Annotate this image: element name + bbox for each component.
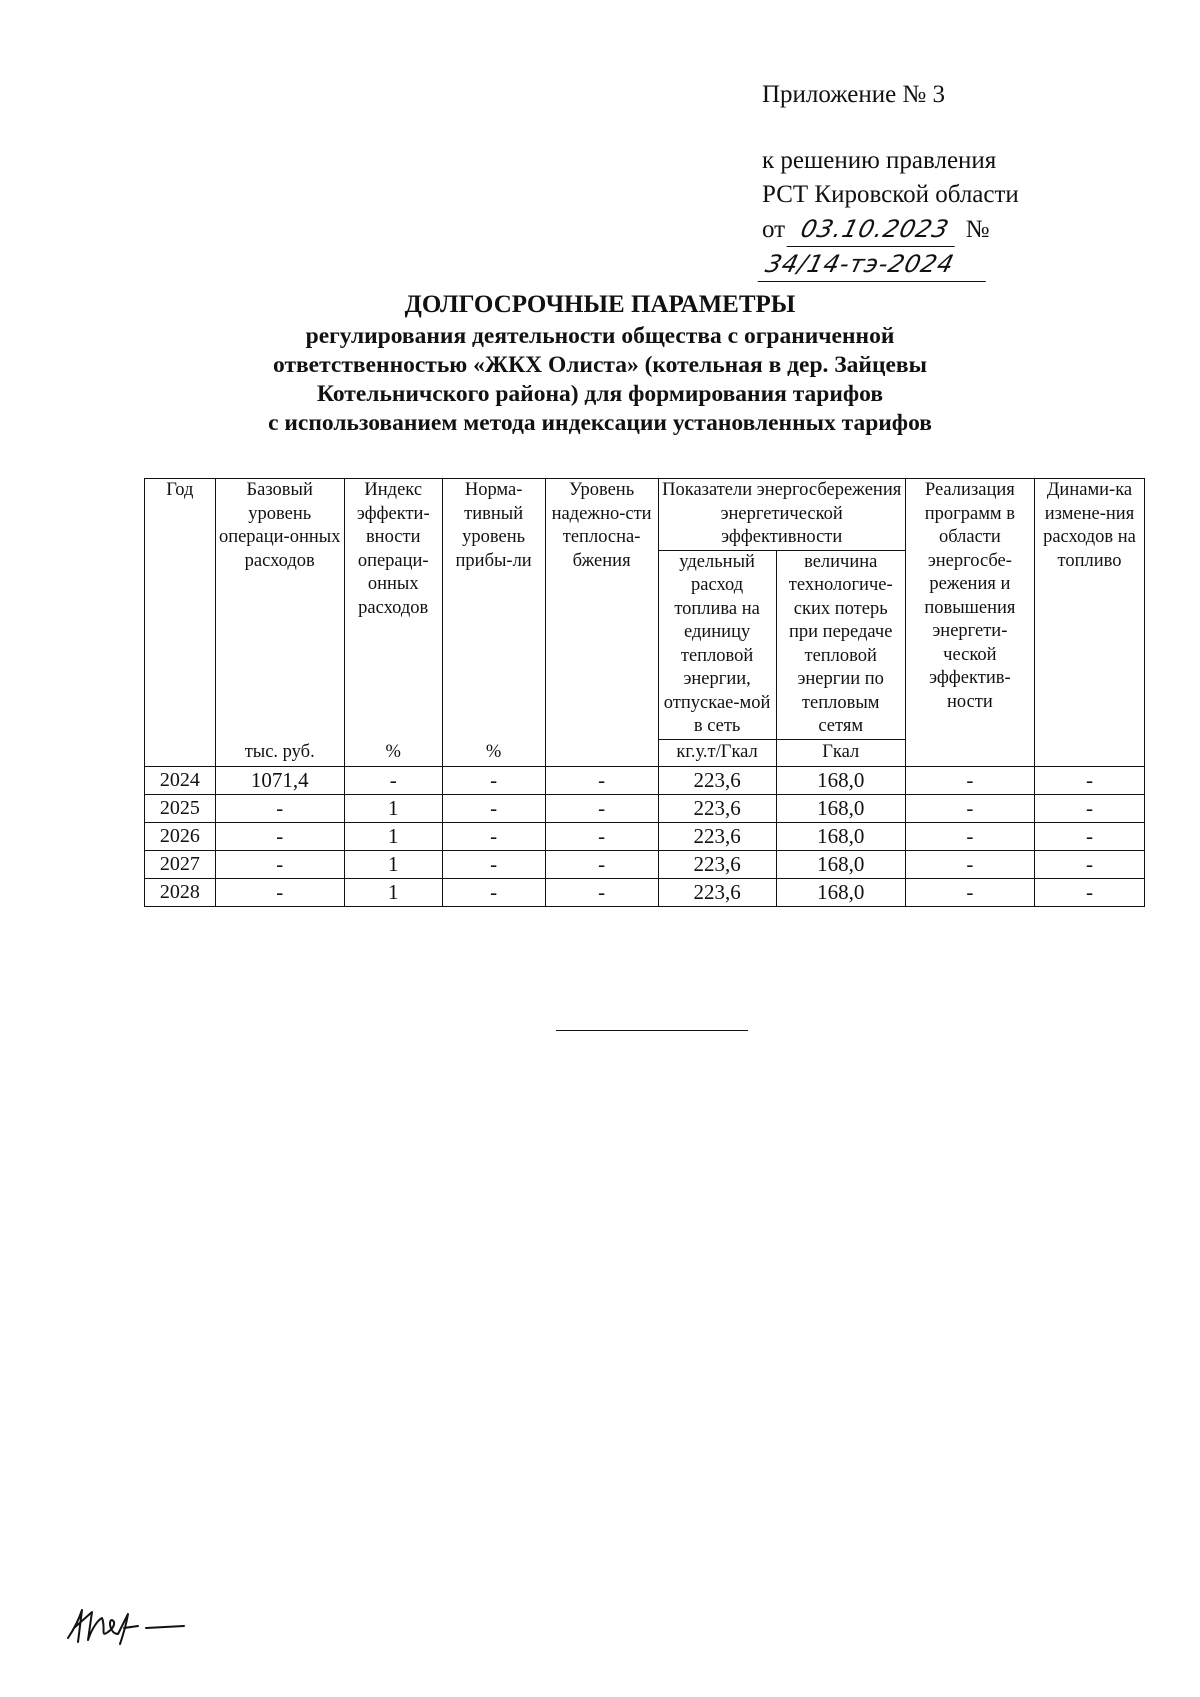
cell-fuel-rate: 223,6 bbox=[658, 794, 776, 822]
title-line-1: регулирования деятельности общества с ограниченной bbox=[305, 323, 895, 349]
cell-programs: - bbox=[905, 766, 1034, 794]
cell-fuel-dynamics: - bbox=[1034, 878, 1144, 906]
cell-fuel-rate: 223,6 bbox=[658, 822, 776, 850]
cell-programs: - bbox=[905, 794, 1034, 822]
decision-number: 34/14-тэ-2024 bbox=[758, 247, 995, 282]
table-row bbox=[145, 822, 1145, 850]
cell-programs: - bbox=[905, 822, 1034, 850]
signature bbox=[62, 1598, 192, 1653]
cell-efficiency-index: 1 bbox=[344, 822, 442, 850]
title-line-3: Котельничского района) для формирования тарифов bbox=[316, 381, 884, 407]
unit-base-costs: тыс. руб. bbox=[215, 739, 344, 766]
decision-date: 03.10.2023 bbox=[787, 212, 964, 247]
unit-losses: Гкал bbox=[776, 739, 905, 766]
cell-year: 2028 bbox=[145, 878, 216, 906]
cell-efficiency-index: 1 bbox=[344, 794, 442, 822]
cell-losses: 168,0 bbox=[776, 850, 905, 878]
title-line-2: ответственностью «ЖКХ Олиста» (котельная в дер. Зайцевы bbox=[273, 352, 927, 378]
table-row bbox=[145, 766, 1145, 794]
cell-profit-level: - bbox=[442, 850, 545, 878]
cell-losses: 168,0 bbox=[776, 878, 905, 906]
header-energy-group: Показатели энергосбережения энергетической эффективности bbox=[658, 479, 905, 551]
unit-year bbox=[145, 739, 216, 766]
cell-programs: - bbox=[905, 878, 1034, 906]
cell-fuel-rate: 223,6 bbox=[658, 850, 776, 878]
header-reliability: Уровень надежно-сти теплосна-бжения bbox=[545, 479, 658, 767]
cell-programs: - bbox=[905, 850, 1034, 878]
cell-fuel-dynamics: - bbox=[1034, 766, 1144, 794]
cell-fuel-rate: 223,6 bbox=[658, 766, 776, 794]
cell-fuel-dynamics: - bbox=[1034, 794, 1144, 822]
cell-losses: 168,0 bbox=[776, 794, 905, 822]
cell-efficiency-index: 1 bbox=[344, 878, 442, 906]
cell-fuel-rate: 223,6 bbox=[658, 878, 776, 906]
cell-losses: 168,0 bbox=[776, 822, 905, 850]
parameters-table bbox=[144, 478, 1145, 907]
cell-profit-level: - bbox=[442, 766, 545, 794]
cell-fuel-dynamics: - bbox=[1034, 822, 1144, 850]
header-efficiency-index: Индекс эффекти-вности операци-онных расходов bbox=[344, 479, 442, 740]
document-title bbox=[180, 288, 1020, 438]
cell-reliability: - bbox=[545, 878, 658, 906]
cell-reliability: - bbox=[545, 766, 658, 794]
cell-profit-level: - bbox=[442, 878, 545, 906]
header-fuel-rate: удельный расход топлива на единицу тепловой энергии, отпускае-мой в сеть bbox=[658, 550, 776, 739]
cell-efficiency-index: 1 bbox=[344, 850, 442, 878]
title-line-4: с использованием метода индексации установленных тарифов bbox=[268, 410, 932, 436]
cell-fuel-dynamics: - bbox=[1034, 850, 1144, 878]
unit-efficiency-index: % bbox=[344, 739, 442, 766]
header-fuel-dynamics: Динами-ка измене-ния расходов на топливо bbox=[1034, 479, 1144, 767]
cell-profit-level: - bbox=[442, 822, 545, 850]
cell-year: 2024 bbox=[145, 766, 216, 794]
number-prefix: № bbox=[965, 216, 990, 243]
cell-base-costs: - bbox=[215, 878, 344, 906]
cell-reliability: - bbox=[545, 822, 658, 850]
annex-number: Приложение № 3 bbox=[762, 81, 946, 108]
cell-efficiency-index: - bbox=[344, 766, 442, 794]
table-row bbox=[145, 878, 1145, 906]
cell-base-costs: - bbox=[215, 850, 344, 878]
header-base-costs: Базовый уровень операци-онных расходов bbox=[215, 479, 344, 740]
decision-line-1: к решению правления bbox=[762, 147, 997, 174]
table-row bbox=[145, 794, 1145, 822]
table-row bbox=[145, 850, 1145, 878]
cell-reliability: - bbox=[545, 850, 658, 878]
header-block bbox=[762, 78, 1200, 282]
cell-base-costs: - bbox=[215, 794, 344, 822]
decision-line-3 bbox=[762, 212, 1200, 282]
cell-base-costs: 1071,4 bbox=[215, 766, 344, 794]
header-profit-level: Норма-тивный уровень прибы-ли bbox=[442, 479, 545, 740]
header-programs: Реализация программ в области энергосбе-режения и повышения энергети-ческой эффектив-ности bbox=[905, 479, 1034, 767]
title-main: ДОЛГОСРОЧНЫЕ ПАРАМЕТРЫ bbox=[404, 291, 796, 318]
header-year: Год bbox=[145, 479, 216, 740]
cell-reliability: - bbox=[545, 794, 658, 822]
cell-losses: 168,0 bbox=[776, 766, 905, 794]
closing-divider bbox=[556, 1030, 748, 1031]
cell-profit-level: - bbox=[442, 794, 545, 822]
cell-year: 2027 bbox=[145, 850, 216, 878]
cell-year: 2026 bbox=[145, 822, 216, 850]
date-prefix: от bbox=[762, 216, 786, 243]
cell-base-costs: - bbox=[215, 822, 344, 850]
unit-fuel-rate: кг.у.т/Гкал bbox=[658, 739, 776, 766]
cell-year: 2025 bbox=[145, 794, 216, 822]
decision-line-2: РСТ Кировской области bbox=[762, 181, 1019, 208]
header-losses: величина технологиче-ских потерь при передаче тепловой энергии по тепловым сетям bbox=[776, 550, 905, 739]
signature-icon bbox=[62, 1598, 192, 1648]
unit-profit-level: % bbox=[442, 739, 545, 766]
